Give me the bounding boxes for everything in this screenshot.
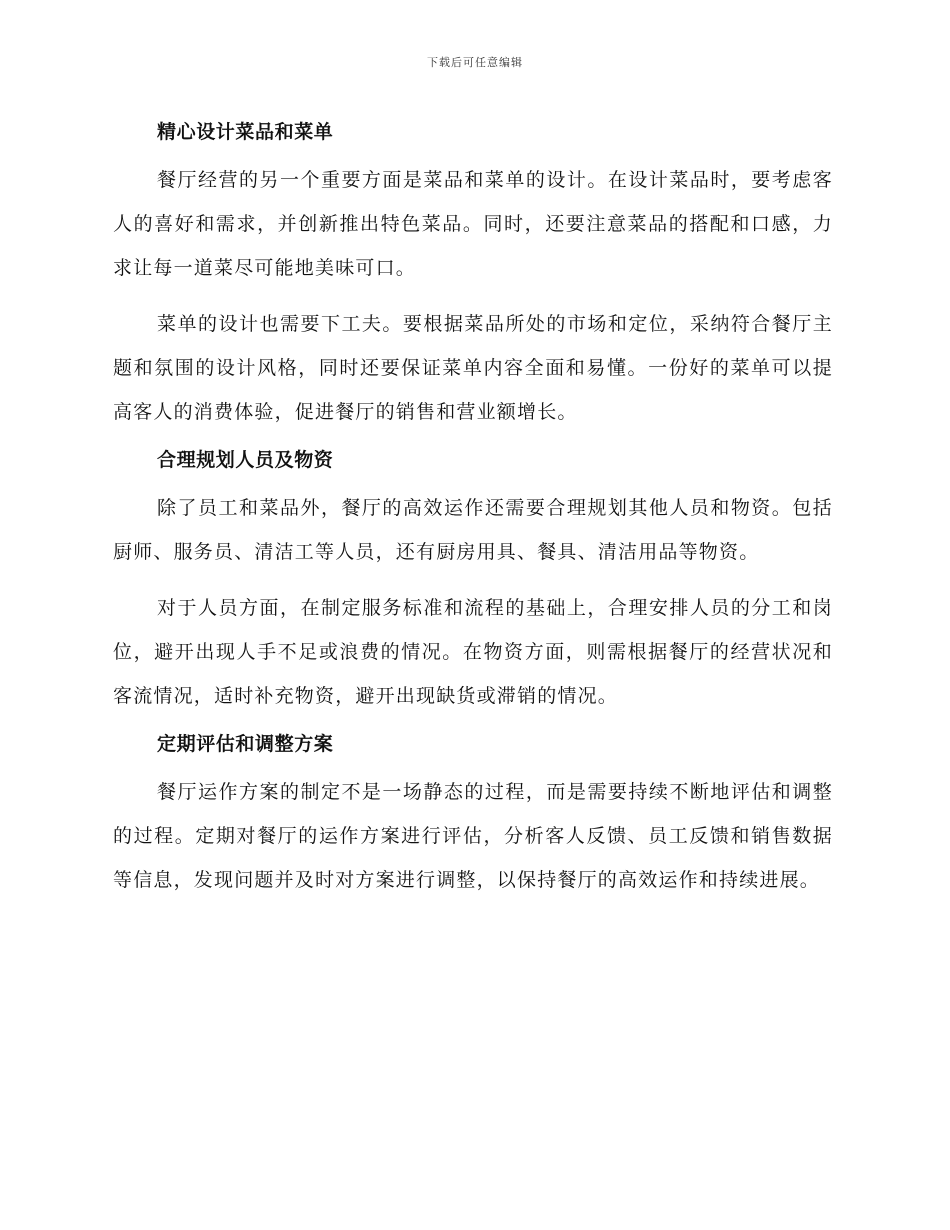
paragraph: 餐厅经营的另一个重要方面是菜品和菜单的设计。在设计菜品时，要考虑客人的喜好和需求，并创新推出特色菜品。同时，还要注意菜品的搭配和口感，力求让每一道菜尽可能地美味可口。 (113, 169, 833, 279)
paragraph: 对于人员方面，在制定服务标准和流程的基础上，合理安排人员的分工和岗位，避开出现人手不足或浪费的情况。在物资方面，则需根据餐厅的经营状况和客流情况，适时补充物资，避开出现缺货或滞销的情况。 (113, 597, 833, 707)
section-heading: 精心设计菜品和菜单 (157, 121, 334, 143)
section-heading: 定期评估和调整方案 (157, 733, 334, 755)
paragraph: 除了员工和菜品外，餐厅的高效运作还需要合理规划其他人员和物资。包括厨师、服务员、清洁工等人员，还有厨房用具、餐具、清洁用品等物资。 (113, 497, 833, 563)
paragraph: 菜单的设计也需要下工夫。要根据菜品所处的市场和定位，采纳符合餐厅主题和氛围的设计风格，同时还要保证菜单内容全面和易懂。一份好的菜单可以提高客人的消费体验，促进餐厅的销售和营业额增长。 (113, 313, 833, 423)
paragraph: 餐厅运作方案的制定不是一场静态的过程，而是需要持续不断地评估和调整的过程。定期对餐厅的运作方案进行评估，分析客人反馈、员工反馈和销售数据等信息，发现问题并及时对方案进行调整，以保持餐厅的高效运作和持续进展。 (113, 781, 833, 891)
header-note: 下载后可任意编辑 (427, 56, 523, 69)
document-body (113, 110, 833, 914)
section-heading: 合理规划人员及物资 (157, 449, 334, 471)
